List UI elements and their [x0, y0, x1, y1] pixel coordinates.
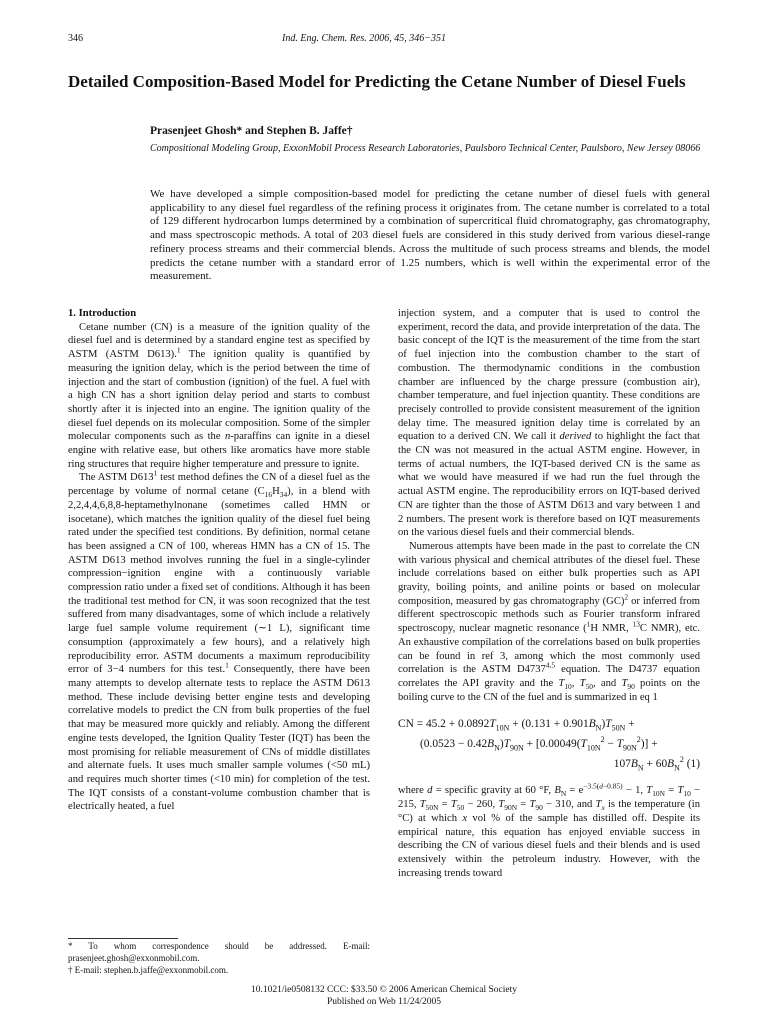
doi-line: 10.1021/ie0508132 CCC: $33.50 © 2006 American Chemical Society: [250, 985, 518, 995]
right-column: [398, 307, 700, 880]
body-paragraph: injection system, and a computer that is used to control the experiment, record the data, and provide interpretation of the data. The basic concept of the IQT is the measurement of the time from the start of fuel injection into the combustion chamber to the start of combustion. The thermodynamic conditions in the combustion chamber are influenced by the charge pressure (combustion air), chamber temperature, and fuel injection quantity. These conditions are precisely controlled to provide consistent measurement of the ignition delay time. The measured ignition delay time is correlated by an equation to a derived CN. We call it derived to highlight the fact that the CN was not measured in the actual ASTM engine. However, in terms of actual numbers, the IQT-based derived CN is the same as what we would have measured if we had run the fuel through the actual ASTM engine. The reproducibility errors on IQT-based derived CN are tighter than the those of ASTM D613 and vary between 1 and 2 numbers. The present work is therefore based on IQT measurements on the various diesel fuels and their commercial blends.: [398, 308, 700, 539]
section-heading: 1. Introduction: [68, 308, 137, 319]
journal-citation: Ind. Eng. Chem. Res. 2006, 45, 346−351: [282, 33, 446, 44]
published-date: Published on Web 11/24/2005: [326, 997, 442, 1008]
page-footer: [0, 984, 768, 1009]
body-paragraph: where d = specific gravity at 60 °F, $B_N = e^{-3.5(d-0.85)} - 1$, $T_{10N} = T_{10} - 215$, $T_{50N} = T_{50} - 260$, $T_{90N} = T_{90} - 310$, and $T_x$ is the temperature (in °C) at which x vol % of the sample has distilled off. Despite its empirical nature, this equation has enjoyed enviable success in describing the CN of various diesel fuels and their blends and is used extensively within the petroleum industry. However, with the increasing trends toward: [398, 781, 700, 879]
equation-1: CN = $45.2 + 0.0892T_{10N} + (0.131 + 0.901B_N)T_{50N}$ + $(0.0523 - 0.42B_N)T_{90N} + [0.00049(T_{10N}^2 - T_{90N}^2)]$ + $107B_N + 60B_N^2$ (1): [398, 718, 700, 773]
footnote-email: † E-mail: stephen.b.jaffe@exxonmobil.com.: [68, 965, 229, 976]
author-list: Prasenjeet Ghosh* and Stephen B. Jaffe†: [150, 125, 353, 137]
affiliation: Compositional Modeling Group, ExxonMobil Process Research Laboratories, Paulsboro Technical Center, Paulsboro, New Jersey 08066: [150, 143, 701, 154]
paper-title: Detailed Composition-Based Model for Predicting the Cetane Number of Diesel Fuels: [68, 72, 686, 91]
body-paragraph: Numerous attempts have been made in the past to correlate the CN with various physical and chemical attributes of the diesel fuel. These include correlations based on either bulk properties such as API gravity, boiling points, and aniline points or based on molecular composition, measured by gas chromatography (GC)$^2$ or inferred from different spectroscopic methods such as Fourier transform infrared spectroscopy, nuclear magnetic resonance ($^1$H NMR, $^{13}$C NMR), etc. An exhaustive compilation of the correlations based on bulk properties can be found in ref 3, among which the most commonly used correlation is the ASTM D4737$^{4,5}$ equation. The D4737 equation correlates the API gravity and the $T_{10}$, $T_{50}$, and $T_{90}$ points on the boiling curve to the CN of the fuel and is summarized in eq 1: [398, 540, 701, 703]
left-column: [68, 307, 370, 814]
body-paragraph: The ASTM $D613^1$ test method defines the CN of a diesel fuel as the percentage by volume of normal cetane $(C_{16}H_{34})$, in a blend with 2,2,4,4,6,8,8-heptamethylnonane (sometimes called HMN or isocetane), which matches the ignition quality of the diesel fuel being rated under the specified test conditions. By definition, normal cetane has been assigned a CN of 100, whereas HMN has a CN of 15. The ASTM D613 method involves running the fuel in a single-cylinder compression−ignition engine with a continuously variable compression ratio under a fixed set of conditions. Although it has been the traditional test method for CN, it was soon recognized that the test suffered from many disadvantages, some of which include a relatively large fuel sample volume requirement (∼1 L), significant time consumption (approximately a few hours), and a relatively high reproducibility error. ASTM documents a maximum reproducibility error of 3−4 numbers for this test.$^1$ Consequently, there have been many attempts to develop alternate tests to replace the ASTM D613 method. These include devising better engine tests and developing correlative models to predict the CN from bulk properties of the fuel that may be measured more quickly and reliably. Among the different engine tests developed, the Ignition Quality Tester (IQT) has been the most promising for reliable measurement of CNs of middle distillates and alternate fuels. It uses much smaller sample volumes (<50 mL) and requires much shorter times (<10 min) for completion of the test. The IQT consists of a constant-volume combustion chamber that is electrically heated, a fuel: [68, 468, 371, 813]
footnote-rule: [68, 938, 178, 939]
footnote-corresponding: * To whom correspondence should be addressed. E-mail: prasenjeet.ghosh@exxonmobil.com.: [68, 941, 370, 964]
abstract: We have developed a simple composition-based model for predicting the cetane number of diesel fuels with general applicability to any diesel fuel regardless of the refining process it originates from. The cetane number is correlated to a total of 129 different hydrocarbon lumps determined by a combination of supercritical fluid chromatography, gas chromatography, and mass spectroscopic methods. A total of 203 diesel fuels are considered in this study derived from various diesel-range refinery process streams and their commercial blends. Across the multitude of such process streams and blends, the model predicts the cetane number with a standard error of 1.25 numbers, which is well within the experimental error of the measurement.: [150, 188, 710, 283]
page-number: 346: [68, 33, 83, 44]
footnotes: [68, 940, 370, 977]
body-paragraph: Cetane number (CN) is a measure of the ignition quality of the diesel fuel and is determined by a standard engine test as specified by ASTM (ASTM D613).$^1$ The ignition quality is quantified by measuring the ignition delay, which is the period between the time of injection and the start of combustion (ignition) of the fuel. A fuel with a high CN has a short ignition delay period and starts to combust shortly after it is injected into an engine. The ignition quality of the diesel fuel depends on its molecular composition. Some of the simpler molecular components such as the n-paraffins can ignite in a diesel engine with relative ease, but others like aromatics have more stable ring structures that require higher temperature and pressure to ignite.: [68, 321, 370, 470]
